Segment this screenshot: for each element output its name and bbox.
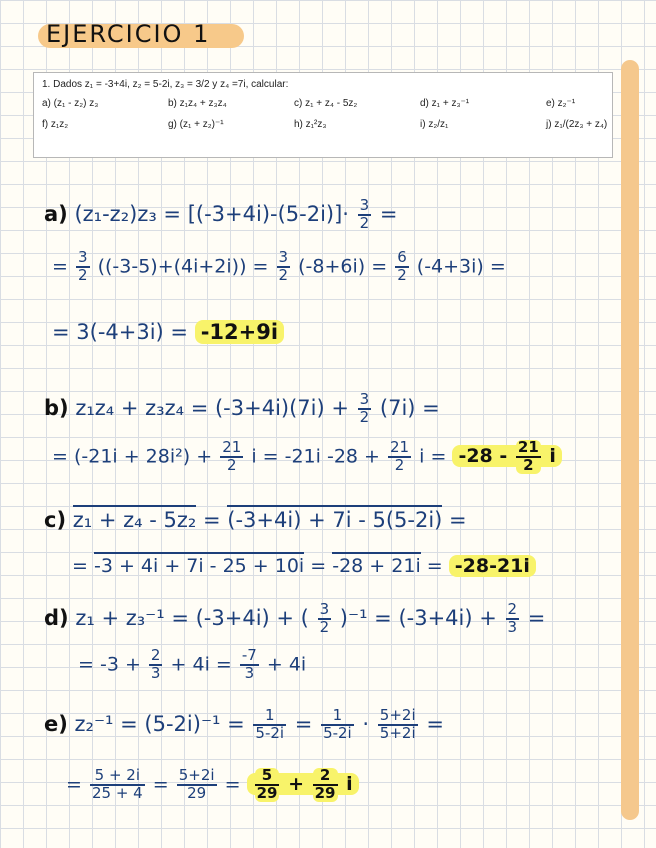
fraction: $\frac{3}{2}$: [359, 390, 370, 426]
fraction: $\frac{21}{2}$: [390, 438, 410, 474]
solution-a-line2: = $\frac{3}{2}$ ((-3-5)+(4i+2i)) = $\frac{3}{2}$ (-8+6i) = $\frac{6}{2}$ (-4+3i) =: [52, 248, 506, 284]
problem-statement-box: [33, 72, 613, 158]
part-d: d) z₁ + z₃⁻¹: [420, 98, 470, 109]
part-i: i) z₂/z₁: [420, 119, 449, 130]
part-e: e) z₂⁻¹: [546, 98, 576, 109]
solution-e-label: e): [44, 711, 68, 736]
fraction: $\frac{3}{2}$: [77, 248, 88, 284]
solution-c-line2: = -3 + 4i + 7i - 25 + 10i = -28 + 21i = -28-21i: [72, 555, 536, 577]
solution-e-result: $\frac{5}{29}$ + $\frac{2}{29}$ i: [247, 773, 359, 795]
solution-c-label: c): [44, 508, 67, 532]
solution-b-line2: = (-21i + 28i²) + $\frac{21}{2}$ i = -21i -28 + $\frac{21}{2}$ i = -28 - $\frac{21}{2}$ i: [52, 440, 562, 474]
fraction: $\frac{1}{5-2i}$: [323, 706, 352, 742]
solution-b-result: -28 - $\frac{21}{2}$ i: [452, 445, 561, 467]
problem-parts: [42, 98, 608, 130]
fraction: $\frac{2}{3}$: [150, 646, 161, 682]
fraction: $\frac{3}{2}$: [359, 196, 370, 232]
title-block: [38, 20, 210, 48]
fraction: $\frac{2}{3}$: [507, 600, 518, 636]
fraction: $\frac{21}{2}$: [517, 438, 539, 474]
fraction: $\frac{3}{2}$: [319, 600, 330, 636]
page-title: EJERCICIO 1: [46, 20, 211, 48]
solution-a-expr: (z₁-z₂)z₃ = [(-3+4i)-(5-2i)]·: [74, 201, 349, 226]
fraction: $\frac{2}{29}$: [314, 766, 336, 802]
fraction: $\frac{5 + 2i}{25 + 4}$: [91, 766, 143, 802]
solution-d-line1: d) z₁ + z₃⁻¹ = (-3+4i) + ( $\frac{3}{2}$ )⁻¹ = (-3+4i) + $\frac{2}{3}$ =: [44, 600, 546, 636]
part-j: j) z₁/(2z₃ + z₄): [546, 119, 608, 130]
fraction: $\frac{3}{2}$: [278, 248, 289, 284]
solution-b-line1: b) z₁z₄ + z₃z₄ = (-3+4i)(7i) + $\frac{3}{2}$ (7i) =: [44, 390, 440, 426]
part-b: b) z₁z₄ + z₃z₄: [168, 98, 227, 109]
fraction: $\frac{5}{29}$: [256, 766, 278, 802]
solution-a-label: a): [44, 201, 68, 226]
part-h: h) z₁²z₃: [294, 119, 327, 130]
solution-d-label: d): [44, 605, 69, 630]
fraction: $\frac{5+2i}{5+2i}$: [379, 706, 416, 742]
solution-c-result: -28-21i: [449, 555, 536, 577]
part-c: c) z₁ + z₄ - 5z₂: [294, 98, 358, 109]
solution-a-result: -12+9i: [195, 320, 284, 344]
vertical-scrollbar[interactable]: [621, 60, 639, 820]
problem-statement: 1. Dados z₁ = -3+4i, z₂ = 5-2i, z₃ = 3/2 y z₄ =7i, calcular:: [42, 79, 289, 90]
solution-a-line3: = 3(-4+3i) = -12+9i: [52, 320, 284, 344]
fraction: $\frac{1}{5-2i}$: [255, 706, 285, 742]
part-a: a) (z₁ - z₂) z₃: [42, 98, 99, 109]
solution-e-line1: e) z₂⁻¹ = (5-2i)⁻¹ = $\frac{1}{5-2i}$ = $\frac{1}{5-2i}$ · $\frac{5+2i}{5+2i}$ =: [44, 706, 444, 742]
fraction: $\frac{5+2i}{29}$: [178, 766, 215, 802]
solution-d-line2: = -3 + $\frac{2}{3}$ + 4i = $\frac{-7}{3}$ + 4i: [78, 646, 307, 682]
fraction: $\frac{6}{2}$: [397, 248, 407, 284]
fraction: $\frac{-7}{3}$: [241, 646, 257, 682]
part-f: f) z₁z₂: [42, 119, 69, 130]
solution-b-label: b): [44, 395, 69, 420]
solution-c-line1: c) z₁ + z₄ - 5z₂ = (-3+4i) + 7i - 5(5-2i) =: [44, 508, 467, 532]
solution-e-line2: = $\frac{5 + 2i}{25 + 4}$ = $\frac{5+2i}{29}$ = $\frac{5}{29}$ + $\frac{2}{29}$ i: [66, 768, 359, 802]
part-g: g) (z₁ + z₂)⁻¹: [168, 119, 224, 130]
solution-a-line1: a) (z₁-z₂)z₃ = [(-3+4i)-(5-2i)]· $\frac{3}{2}$ =: [44, 196, 398, 232]
fraction: $\frac{21}{2}$: [222, 438, 242, 474]
